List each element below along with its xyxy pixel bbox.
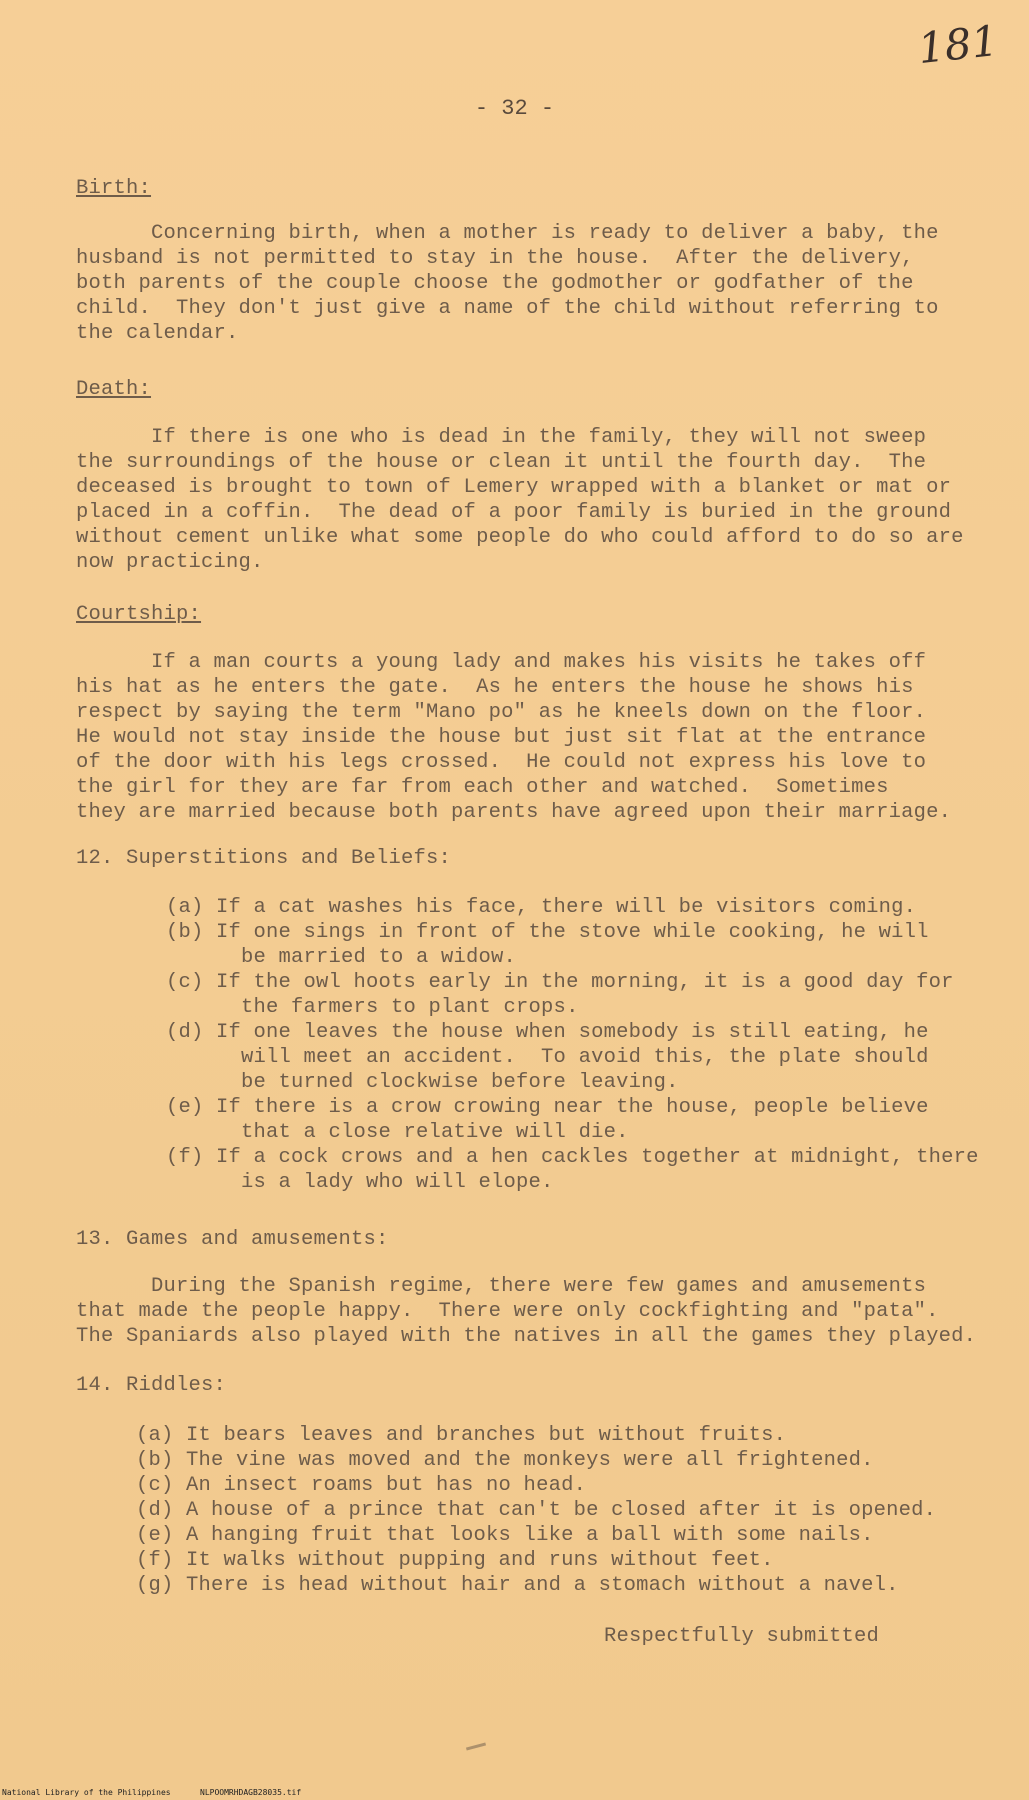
text-line: (d) A house of a prince that can't be closed after it is opened. (136, 1499, 937, 1522)
text-line: (a) If a cat washes his face, there will be visitors coming. (166, 896, 917, 919)
games-paragraph (76, 1274, 976, 1349)
text-line: (c) If the owl hoots early in the morning, it is a good day for (166, 971, 954, 994)
text-line: (d) If one leaves the house when somebody is still eating, he (166, 1021, 929, 1044)
text-line: the surroundings of the house or clean it until the fourth day. The (76, 451, 927, 474)
text-line: (f) It walks without pupping and runs without feet. (136, 1549, 774, 1572)
text-line: (g) There is head without hair and a stomach without a navel. (136, 1574, 899, 1597)
text-line: (c) An insect roams but has no head. (136, 1474, 587, 1497)
text-line: If a man courts a young lady and makes his visits he takes off (76, 651, 927, 674)
games-heading: 13. Games and amusements: (76, 1228, 389, 1251)
riddles-list (136, 1423, 936, 1598)
text-line: now practicing. (76, 551, 264, 574)
death-heading: Death: (76, 378, 152, 401)
death-paragraph (76, 425, 964, 575)
folio-mark: 181 (915, 15, 1001, 74)
text-line: placed in a coffin. The dead of a poor family is buried in the ground (76, 501, 952, 524)
text-line: During the Spanish regime, there were few games and amusements (76, 1275, 927, 1298)
text-line: (a) It bears leaves and branches but without fruits. (136, 1424, 787, 1447)
courtship-heading: Courtship: (76, 603, 202, 626)
text-line: the girl for they are far from each other and watched. Sometimes (76, 776, 889, 799)
closing-signature: Respectfully submitted (604, 1625, 880, 1648)
superstitions-list (166, 895, 979, 1195)
text-line: (b) The vine was moved and the monkeys were all frightened. (136, 1449, 874, 1472)
text-line: (e) A hanging fruit that looks like a ball with some nails. (136, 1524, 874, 1547)
text-line: that a close relative will die. (166, 1121, 629, 1144)
text-line: will meet an accident. To avoid this, the plate should (166, 1046, 929, 1069)
courtship-paragraph (76, 650, 951, 825)
text-line: be married to a widow. (166, 946, 517, 969)
birth-heading: Birth: (76, 177, 152, 200)
text-line: (f) If a cock crows and a hen cackles together at midnight, there (166, 1146, 979, 1169)
footer-filename: NLPOOMRHDAGB28035.tif (200, 1788, 302, 1797)
text-line: be turned clockwise before leaving. (166, 1071, 679, 1094)
text-line: Concerning birth, when a mother is ready to deliver a baby, the (76, 222, 939, 245)
text-line: both parents of the couple choose the godmother or godfather of the (76, 272, 914, 295)
riddles-heading: 14. Riddles: (76, 1374, 227, 1397)
text-line: husband is not permitted to stay in the house. After the delivery, (76, 247, 914, 270)
text-line: the farmers to plant crops. (166, 996, 579, 1019)
page-number: - 32 - (474, 96, 555, 121)
text-line: If there is one who is dead in the family, they will not sweep (76, 426, 927, 449)
text-line: that made the people happy. There were only cockfighting and "pata". (76, 1300, 939, 1323)
text-line: the calendar. (76, 322, 239, 345)
text-line: (e) If there is a crow crowing near the house, people believe (166, 1096, 929, 1119)
ink-speck (466, 1742, 486, 1750)
text-line: his hat as he enters the gate. As he enters the house he shows his (76, 676, 914, 699)
birth-paragraph (76, 221, 939, 346)
text-line: (b) If one sings in front of the stove while cooking, he will (166, 921, 929, 944)
text-line: is a lady who will elope. (166, 1171, 554, 1194)
text-line: deceased is brought to town of Lemery wrapped with a blanket or mat or (76, 476, 952, 499)
text-line: they are married because both parents have agreed upon their marriage. (76, 801, 952, 824)
text-line: The Spaniards also played with the natives in all the games they played. (76, 1325, 977, 1348)
text-line: without cement unlike what some people do who could afford to do so are (76, 526, 964, 549)
text-line: child. They don't just give a name of the child without referring to (76, 297, 939, 320)
footer-library: National Library of the Philippines (2, 1788, 171, 1797)
superstitions-heading: 12. Superstitions and Beliefs: (76, 847, 452, 870)
text-line: of the door with his legs crossed. He could not express his love to (76, 751, 927, 774)
text-line: He would not stay inside the house but just sit flat at the entrance (76, 726, 927, 749)
text-line: respect by saying the term "Mano po" as he kneels down on the floor. (76, 701, 927, 724)
